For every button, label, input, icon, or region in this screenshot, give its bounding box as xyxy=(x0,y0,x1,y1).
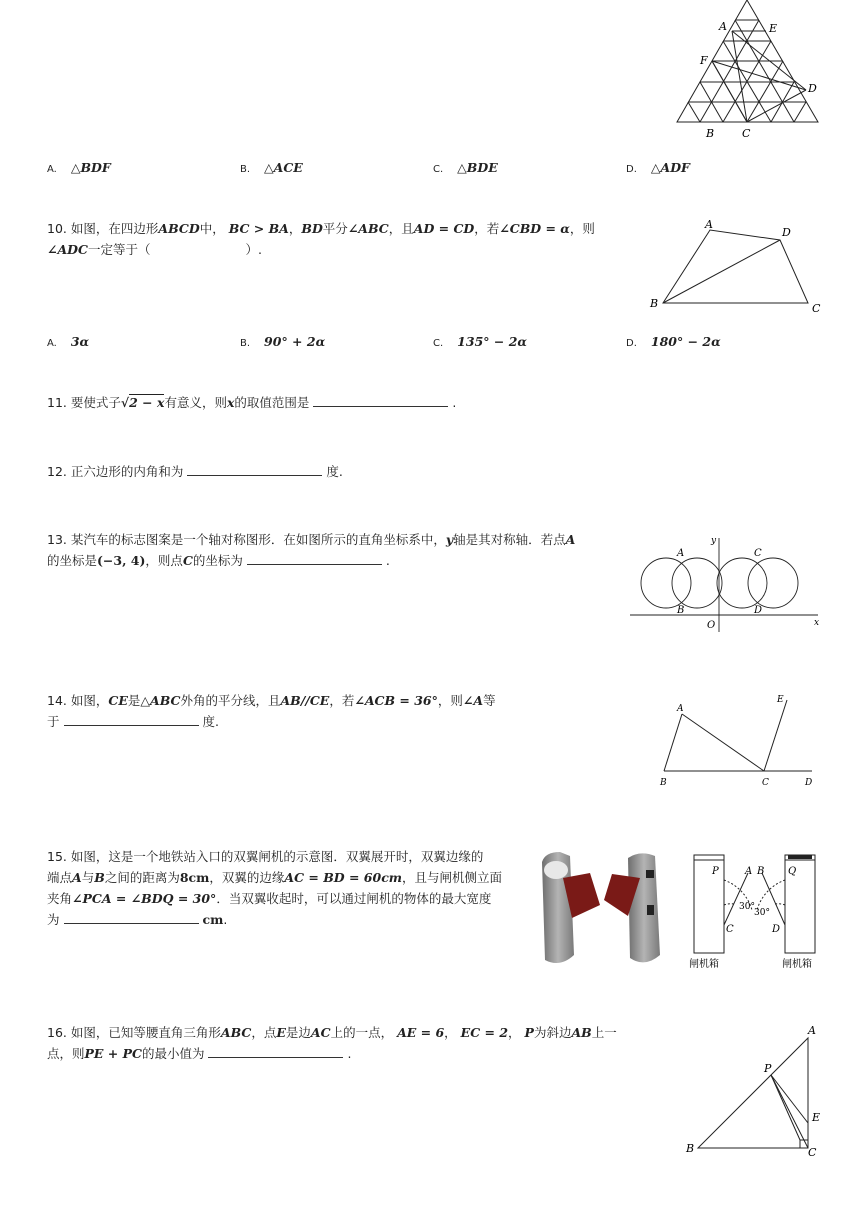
q11-answer-blank[interactable] xyxy=(313,394,448,407)
q14-triangle-figure xyxy=(650,690,825,790)
q16-right-triangle-figure xyxy=(680,1020,825,1160)
q10-label-A: A xyxy=(705,218,713,231)
q13-label-B: B xyxy=(677,605,685,616)
q14-answer-blank[interactable] xyxy=(64,713,199,726)
q16-text: 16. 如图，已知等腰直角三角形ABC，点E是边AC上的一点， AE = 6， EC = 2， P为斜边AB上一 点，则PE + PC的最小值为 . xyxy=(47,1025,617,1061)
q10-option-a[interactable]: A. 3α xyxy=(47,334,90,349)
q15-answer-blank[interactable] xyxy=(64,911,199,924)
q16-label-B: B xyxy=(686,1142,695,1155)
q9-label-A: A xyxy=(719,20,727,33)
q14-label-A: A xyxy=(677,704,684,714)
q15-text: 15. 如图，这是一个地铁站入口的双翼闸机的示意图．双翼展开时，双翼边缘的 端点A与B之间的距离为8cm，双翼的边缘AC = BD = 60cm，且与闸机侧立面 夹角∠PCA = ∠BDQ = 30°．当双翼收起时，可以通过闸机的物体的最大宽度 为 cm. xyxy=(47,849,503,927)
q12-answer-blank[interactable] xyxy=(187,463,322,476)
q13-label-y: y xyxy=(711,536,717,546)
q9-label-D: D xyxy=(808,82,817,95)
q13-circles-coordinate-figure xyxy=(628,530,828,635)
q14-text: 14. 如图，CE是△ABC外角的平分线，且AB//CE，若∠ACB = 36°，则∠A等 于 度. xyxy=(47,693,496,729)
q13-label-D: D xyxy=(754,605,763,616)
q12-text: 12. 正六边形的内角和为 度. xyxy=(47,464,343,479)
q16-label-C: C xyxy=(808,1146,817,1159)
q9-option-b[interactable]: B. △ACE xyxy=(240,160,303,175)
q15-label-B: B xyxy=(757,866,765,877)
q11-text: 11. 要使式子√2 − x有意义，则x的取值范围是 . xyxy=(47,395,457,410)
q15-angle-1: 30° xyxy=(739,902,755,912)
q13-text: 13. 某汽车的标志图案是一个轴对称图形．在如图所示的直角坐标系中，y轴是其对称轴．若点A 的坐标是(−3, 4)，则点C的坐标为 . xyxy=(47,532,576,568)
q9-label-C: C xyxy=(742,127,751,140)
q15-label-Q: Q xyxy=(788,866,797,877)
q16-label-P: P xyxy=(764,1062,772,1075)
q15-label-P: P xyxy=(712,866,719,877)
q16-label-A: A xyxy=(808,1024,816,1037)
q15-angle-2: 30° xyxy=(754,908,770,918)
q16-label-E: E xyxy=(812,1111,821,1124)
q13-label-x: x xyxy=(814,618,820,628)
q15-label-C: C xyxy=(726,924,734,935)
q10-label-C: C xyxy=(812,302,821,315)
q15-label-A: A xyxy=(745,866,753,877)
q10-option-c[interactable]: C. 135° − 2α xyxy=(433,334,528,349)
q16-answer-blank[interactable] xyxy=(208,1045,343,1058)
q15-turnstile-photo xyxy=(535,850,665,970)
q13-label-A: A xyxy=(677,548,685,559)
q9-label-B: B xyxy=(706,127,715,140)
q15-box-label-2: 闸机箱 xyxy=(782,959,812,970)
q14-label-B: B xyxy=(660,778,667,788)
q9-label-E: E xyxy=(769,22,778,35)
q9-triangle-grid-figure xyxy=(670,0,830,145)
q9-option-d[interactable]: D. △ADF xyxy=(626,160,690,175)
q10-label-D: D xyxy=(782,226,791,239)
q9-option-a[interactable]: A. △BDF xyxy=(47,160,111,175)
q14-label-D: D xyxy=(805,778,813,788)
q9-label-F: F xyxy=(700,54,708,67)
q10-text: 10. 如图，在四边形ABCD中， BC > BA，BD平分∠ABC，且AD = CD，若∠CBD = α，则 ∠ADC一定等于（ ）. xyxy=(47,221,595,257)
q14-label-E: E xyxy=(777,695,784,705)
q9-option-c[interactable]: C. △BDE xyxy=(433,160,498,175)
q10-option-d[interactable]: D. 180° − 2α xyxy=(626,334,721,349)
q15-turnstile-diagram xyxy=(688,850,828,972)
sqrt-symbol: √ xyxy=(120,395,130,410)
q10-quadrilateral-figure xyxy=(645,215,825,320)
q13-label-O: O xyxy=(707,620,716,631)
q13-label-C: C xyxy=(754,548,762,559)
q13-answer-blank[interactable] xyxy=(247,552,382,565)
q10-option-b[interactable]: B. 90° + 2α xyxy=(240,334,326,349)
q15-box-label-1: 闸机箱 xyxy=(689,959,719,970)
q15-label-D: D xyxy=(772,924,781,935)
q14-label-C: C xyxy=(762,778,769,788)
q10-label-B: B xyxy=(650,297,659,310)
